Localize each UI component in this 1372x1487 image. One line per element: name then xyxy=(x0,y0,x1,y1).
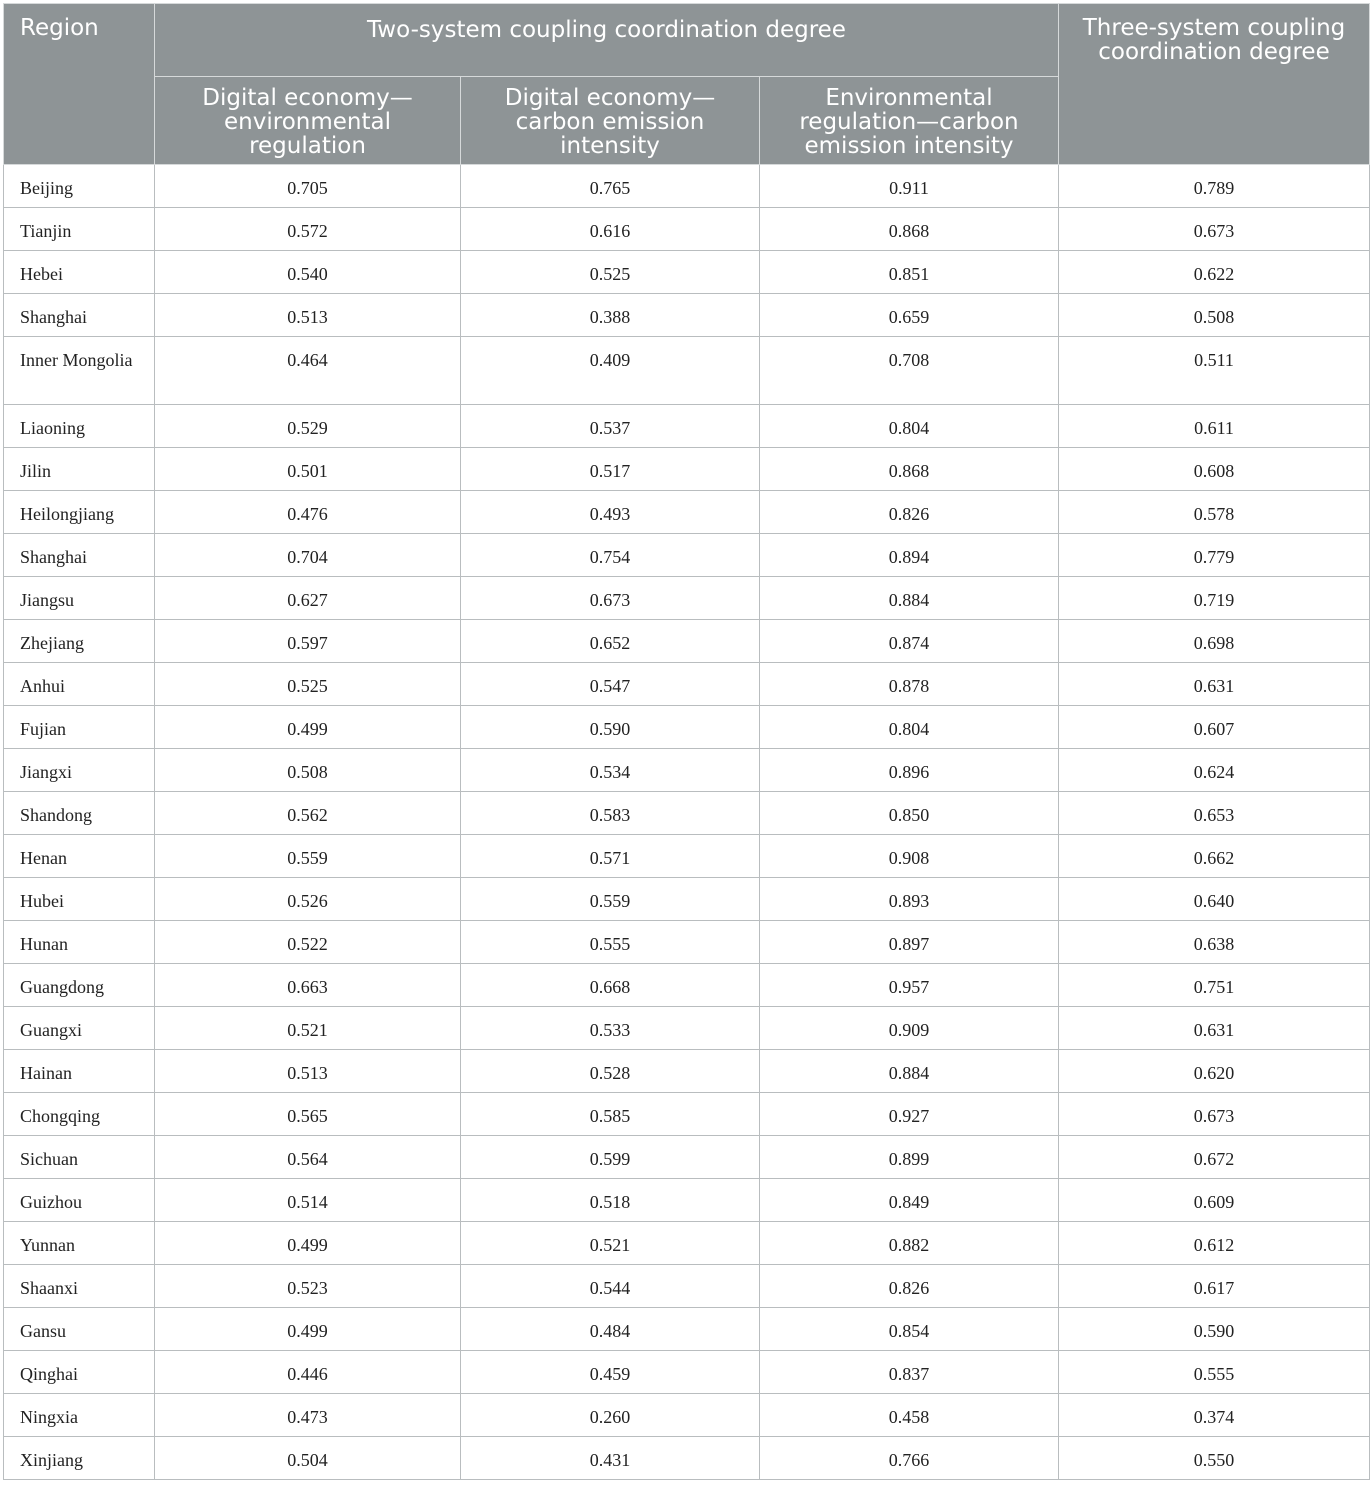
table-row xyxy=(4,208,1370,251)
region-cell: Chongqing xyxy=(4,1093,155,1136)
three-system-cell: 0.638 xyxy=(1059,921,1370,964)
de-cei-cell: 0.459 xyxy=(461,1351,760,1394)
de-er-cell: 0.499 xyxy=(155,1308,461,1351)
de-cei-cell: 0.484 xyxy=(461,1308,760,1351)
region-column-header: Region xyxy=(4,4,155,165)
de-cei-cell: 0.517 xyxy=(461,448,760,491)
three-system-cell: 0.620 xyxy=(1059,1050,1370,1093)
table-row xyxy=(4,1179,1370,1222)
de-cei-cell: 0.409 xyxy=(461,337,760,405)
de-er-cell: 0.627 xyxy=(155,577,461,620)
de-er-cell: 0.523 xyxy=(155,1265,461,1308)
table-row xyxy=(4,1050,1370,1093)
er-cei-cell: 0.826 xyxy=(760,1265,1059,1308)
de-cei-cell: 0.559 xyxy=(461,878,760,921)
de-cei-cell: 0.534 xyxy=(461,749,760,792)
de-cei-cell: 0.585 xyxy=(461,1093,760,1136)
region-cell: Guangdong xyxy=(4,964,155,1007)
table-row xyxy=(4,964,1370,1007)
table-row xyxy=(4,294,1370,337)
er-cei-cell: 0.804 xyxy=(760,706,1059,749)
de-er-cell: 0.464 xyxy=(155,337,461,405)
table-row xyxy=(4,405,1370,448)
de-cei-cell: 0.521 xyxy=(461,1222,760,1265)
region-cell: Sichuan xyxy=(4,1136,155,1179)
three-system-cell: 0.578 xyxy=(1059,491,1370,534)
er-cei-cell: 0.897 xyxy=(760,921,1059,964)
three-system-cell: 0.631 xyxy=(1059,663,1370,706)
region-cell: Shandong xyxy=(4,792,155,835)
region-cell: Jilin xyxy=(4,448,155,491)
three-system-cell: 0.612 xyxy=(1059,1222,1370,1265)
three-system-cell: 0.508 xyxy=(1059,294,1370,337)
table-row xyxy=(4,1265,1370,1308)
region-cell: Fujian xyxy=(4,706,155,749)
three-system-cell: 0.374 xyxy=(1059,1394,1370,1437)
region-cell: Hubei xyxy=(4,878,155,921)
three-system-cell: 0.653 xyxy=(1059,792,1370,835)
table-row xyxy=(4,534,1370,577)
table-row xyxy=(4,1351,1370,1394)
table-row xyxy=(4,491,1370,534)
er-cei-cell: 0.850 xyxy=(760,792,1059,835)
de-er-cell: 0.508 xyxy=(155,749,461,792)
de-cei-cell: 0.537 xyxy=(461,405,760,448)
table-row xyxy=(4,1007,1370,1050)
region-cell: Liaoning xyxy=(4,405,155,448)
table-row xyxy=(4,165,1370,208)
de-cei-cell: 0.533 xyxy=(461,1007,760,1050)
three-system-cell: 0.673 xyxy=(1059,1093,1370,1136)
de-cei-cell: 0.493 xyxy=(461,491,760,534)
de-cei-cell: 0.547 xyxy=(461,663,760,706)
table-row xyxy=(4,706,1370,749)
de-cei-cell: 0.388 xyxy=(461,294,760,337)
de-er-cell: 0.526 xyxy=(155,878,461,921)
er-cei-cell: 0.878 xyxy=(760,663,1059,706)
er-cei-cell: 0.766 xyxy=(760,1437,1059,1480)
de-er-cell: 0.522 xyxy=(155,921,461,964)
three-system-column-header: Three-system coupling coordination degree xyxy=(1059,4,1370,165)
table-header xyxy=(4,4,1370,165)
er-cei-cell: 0.894 xyxy=(760,534,1059,577)
de-er-cell: 0.564 xyxy=(155,1136,461,1179)
region-cell: Xinjiang xyxy=(4,1437,155,1480)
table-row xyxy=(4,835,1370,878)
region-cell: Hunan xyxy=(4,921,155,964)
er-cei-cell: 0.911 xyxy=(760,165,1059,208)
er-cei-cell: 0.896 xyxy=(760,749,1059,792)
de-er-cell: 0.513 xyxy=(155,294,461,337)
de-er-cell: 0.525 xyxy=(155,663,461,706)
de-er-cell: 0.597 xyxy=(155,620,461,663)
de-er-cell: 0.572 xyxy=(155,208,461,251)
three-system-cell: 0.789 xyxy=(1059,165,1370,208)
region-cell: Shanghai xyxy=(4,294,155,337)
de-cei-cell: 0.754 xyxy=(461,534,760,577)
er-cei-column-header: Environmental regulation—carbon emission intensity xyxy=(760,77,1059,165)
de-er-cell: 0.513 xyxy=(155,1050,461,1093)
three-system-cell: 0.779 xyxy=(1059,534,1370,577)
de-er-cell: 0.504 xyxy=(155,1437,461,1480)
de-er-cell: 0.446 xyxy=(155,1351,461,1394)
region-cell: Gansu xyxy=(4,1308,155,1351)
three-system-cell: 0.550 xyxy=(1059,1437,1370,1480)
three-system-cell: 0.609 xyxy=(1059,1179,1370,1222)
region-cell: Shanghai xyxy=(4,534,155,577)
de-cei-column-header: Digital economy—carbon emission intensity xyxy=(461,77,760,165)
er-cei-cell: 0.826 xyxy=(760,491,1059,534)
table-row xyxy=(4,792,1370,835)
table-row xyxy=(4,1437,1370,1480)
three-system-cell: 0.719 xyxy=(1059,577,1370,620)
er-cei-cell: 0.708 xyxy=(760,337,1059,405)
er-cei-cell: 0.957 xyxy=(760,964,1059,1007)
three-system-cell: 0.590 xyxy=(1059,1308,1370,1351)
table-row xyxy=(4,1394,1370,1437)
de-er-cell: 0.499 xyxy=(155,1222,461,1265)
de-cei-cell: 0.673 xyxy=(461,577,760,620)
three-system-cell: 0.607 xyxy=(1059,706,1370,749)
de-cei-cell: 0.652 xyxy=(461,620,760,663)
table-row xyxy=(4,577,1370,620)
de-cei-cell: 0.528 xyxy=(461,1050,760,1093)
er-cei-cell: 0.893 xyxy=(760,878,1059,921)
de-cei-cell: 0.431 xyxy=(461,1437,760,1480)
de-cei-cell: 0.518 xyxy=(461,1179,760,1222)
de-er-cell: 0.529 xyxy=(155,405,461,448)
region-cell: Jiangxi xyxy=(4,749,155,792)
region-cell: Beijing xyxy=(4,165,155,208)
er-cei-cell: 0.804 xyxy=(760,405,1059,448)
table-row xyxy=(4,663,1370,706)
de-cei-cell: 0.616 xyxy=(461,208,760,251)
er-cei-cell: 0.882 xyxy=(760,1222,1059,1265)
de-cei-cell: 0.525 xyxy=(461,251,760,294)
three-system-cell: 0.698 xyxy=(1059,620,1370,663)
region-cell: Hebei xyxy=(4,251,155,294)
table-row xyxy=(4,1222,1370,1265)
de-cei-cell: 0.571 xyxy=(461,835,760,878)
region-cell: Qinghai xyxy=(4,1351,155,1394)
de-cei-cell: 0.544 xyxy=(461,1265,760,1308)
three-system-cell: 0.611 xyxy=(1059,405,1370,448)
table-row xyxy=(4,251,1370,294)
de-cei-cell: 0.260 xyxy=(461,1394,760,1437)
de-er-cell: 0.559 xyxy=(155,835,461,878)
three-system-cell: 0.622 xyxy=(1059,251,1370,294)
de-cei-cell: 0.555 xyxy=(461,921,760,964)
region-cell: Guizhou xyxy=(4,1179,155,1222)
de-er-cell: 0.514 xyxy=(155,1179,461,1222)
er-cei-cell: 0.899 xyxy=(760,1136,1059,1179)
three-system-cell: 0.673 xyxy=(1059,208,1370,251)
header-row-top xyxy=(4,4,1370,77)
three-system-cell: 0.751 xyxy=(1059,964,1370,1007)
de-er-cell: 0.521 xyxy=(155,1007,461,1050)
region-cell: Zhejiang xyxy=(4,620,155,663)
region-cell: Yunnan xyxy=(4,1222,155,1265)
three-system-cell: 0.617 xyxy=(1059,1265,1370,1308)
er-cei-cell: 0.884 xyxy=(760,1050,1059,1093)
de-er-cell: 0.705 xyxy=(155,165,461,208)
er-cei-cell: 0.851 xyxy=(760,251,1059,294)
de-er-column-header: Digital economy—environmental regulation xyxy=(155,77,461,165)
region-cell: Jiangsu xyxy=(4,577,155,620)
three-system-cell: 0.511 xyxy=(1059,337,1370,405)
three-system-cell: 0.672 xyxy=(1059,1136,1370,1179)
region-cell: Guangxi xyxy=(4,1007,155,1050)
table-row xyxy=(4,1136,1370,1179)
er-cei-cell: 0.837 xyxy=(760,1351,1059,1394)
er-cei-cell: 0.884 xyxy=(760,577,1059,620)
region-cell: Heilongjiang xyxy=(4,491,155,534)
region-cell: Inner Mongolia xyxy=(4,337,155,405)
table-row xyxy=(4,620,1370,663)
de-er-cell: 0.476 xyxy=(155,491,461,534)
er-cei-cell: 0.908 xyxy=(760,835,1059,878)
de-cei-cell: 0.599 xyxy=(461,1136,760,1179)
table-row xyxy=(4,749,1370,792)
table-row xyxy=(4,448,1370,491)
table-row xyxy=(4,878,1370,921)
table-row xyxy=(4,921,1370,964)
de-er-cell: 0.704 xyxy=(155,534,461,577)
de-er-cell: 0.562 xyxy=(155,792,461,835)
er-cei-cell: 0.868 xyxy=(760,448,1059,491)
er-cei-cell: 0.849 xyxy=(760,1179,1059,1222)
de-er-cell: 0.540 xyxy=(155,251,461,294)
er-cei-cell: 0.927 xyxy=(760,1093,1059,1136)
de-er-cell: 0.473 xyxy=(155,1394,461,1437)
er-cei-cell: 0.854 xyxy=(760,1308,1059,1351)
region-cell: Ningxia xyxy=(4,1394,155,1437)
de-er-cell: 0.501 xyxy=(155,448,461,491)
two-system-group-header: Two-system coupling coordination degree xyxy=(155,4,1059,77)
de-cei-cell: 0.668 xyxy=(461,964,760,1007)
region-cell: Tianjin xyxy=(4,208,155,251)
er-cei-cell: 0.659 xyxy=(760,294,1059,337)
table-row xyxy=(4,337,1370,405)
de-er-cell: 0.663 xyxy=(155,964,461,1007)
table-row xyxy=(4,1308,1370,1351)
three-system-cell: 0.555 xyxy=(1059,1351,1370,1394)
de-er-cell: 0.565 xyxy=(155,1093,461,1136)
table-row xyxy=(4,1093,1370,1136)
de-cei-cell: 0.583 xyxy=(461,792,760,835)
er-cei-cell: 0.909 xyxy=(760,1007,1059,1050)
de-er-cell: 0.499 xyxy=(155,706,461,749)
region-cell: Anhui xyxy=(4,663,155,706)
region-cell: Hainan xyxy=(4,1050,155,1093)
three-system-cell: 0.662 xyxy=(1059,835,1370,878)
three-system-cell: 0.631 xyxy=(1059,1007,1370,1050)
three-system-cell: 0.624 xyxy=(1059,749,1370,792)
region-cell: Henan xyxy=(4,835,155,878)
three-system-cell: 0.640 xyxy=(1059,878,1370,921)
de-cei-cell: 0.590 xyxy=(461,706,760,749)
table-body xyxy=(4,165,1370,1480)
three-system-cell: 0.608 xyxy=(1059,448,1370,491)
de-cei-cell: 0.765 xyxy=(461,165,760,208)
region-cell: Shaanxi xyxy=(4,1265,155,1308)
coupling-coordination-table xyxy=(3,3,1370,1480)
er-cei-cell: 0.874 xyxy=(760,620,1059,663)
er-cei-cell: 0.458 xyxy=(760,1394,1059,1437)
er-cei-cell: 0.868 xyxy=(760,208,1059,251)
